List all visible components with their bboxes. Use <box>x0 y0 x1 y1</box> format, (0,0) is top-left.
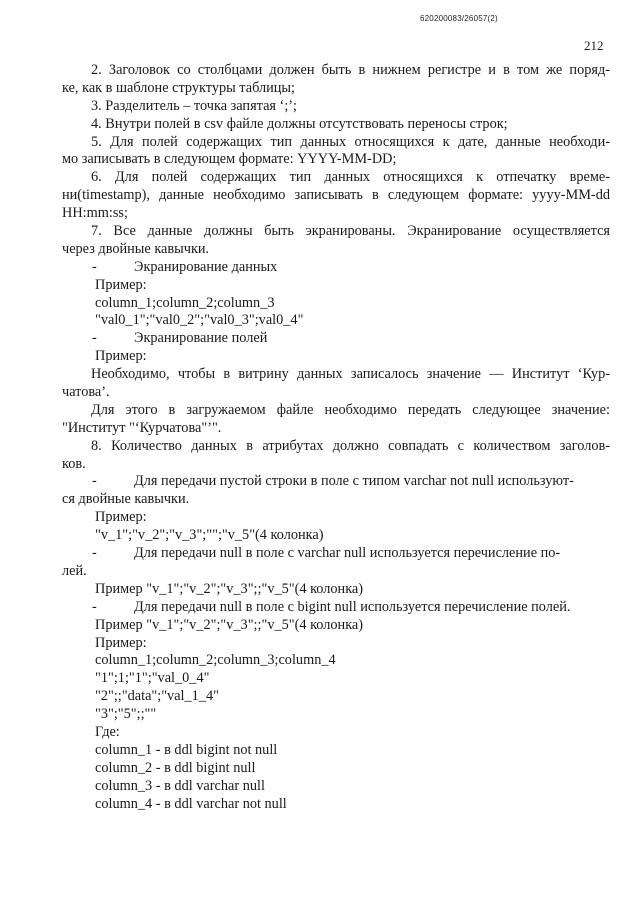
list-item <box>62 330 610 348</box>
paragraph-line: ке, как в шаблоне структуры таблицы; <box>62 79 296 96</box>
list-item-text: Для передачи null в поле с bigint null используется перечисление полей. <box>134 598 571 615</box>
code-line: "2";;"data";"val_1_4" <box>95 688 219 705</box>
code-line: column_1 - в ddl bigint not null <box>95 741 278 758</box>
code-line: column_1;column_2;column_3 <box>95 294 275 311</box>
code-line: "v_1";"v_2";"v_3";"";"v_5"(4 колонка) <box>95 527 324 544</box>
bullet-dash: - <box>92 258 97 275</box>
paragraph-line: Где: <box>95 723 120 740</box>
paragraph-line: Пример: <box>95 634 147 651</box>
page-number: 212 <box>584 38 604 53</box>
code-line: column_4 - в ddl varchar not null <box>95 795 287 812</box>
bullet-dash: - <box>92 473 97 490</box>
paragraph-line: мо записывать в следующем формате: YYYY-MM-DD; <box>62 151 397 168</box>
paragraph-line: 6. Для полей содержащих тип данных относящихся к отпечатку време- <box>91 169 610 186</box>
list-item <box>62 473 610 491</box>
paragraph-line: 8. Количество данных в атрибутах должно совпадать с количеством заголов- <box>91 437 610 454</box>
list-item-text: Для передачи null в поле с varchar null используется перечисление по- <box>134 545 561 562</box>
paragraph-line: "Институт "‘Курчатова"’". <box>62 419 222 436</box>
code-line: column_1;column_2;column_3;column_4 <box>95 652 336 669</box>
list-item-text: Экранирование данных <box>134 258 278 275</box>
paragraph-line: Пример: <box>95 348 147 365</box>
paragraph-line: 4. Внутри полей в csv файле должны отсутствовать переносы строк; <box>91 115 508 132</box>
paragraph-line: лей. <box>62 562 87 579</box>
list-item <box>62 259 610 277</box>
document-id: 620200083/26057(2) <box>420 14 498 23</box>
bullet-dash: - <box>92 545 97 562</box>
code-line: "1";1;"1";"val_0_4" <box>95 670 210 687</box>
paragraph-line: через двойные кавычки. <box>62 240 210 257</box>
code-line: column_3 - в ddl varchar null <box>95 777 265 794</box>
list-item <box>62 599 610 617</box>
list-item <box>62 545 610 563</box>
paragraph-line: Пример: <box>95 276 147 293</box>
bullet-dash: - <box>92 330 97 347</box>
paragraph-line: ся двойные кавычки. <box>62 491 190 508</box>
code-line: "3";"5";;"" <box>95 706 157 723</box>
paragraph-line: 5. Для полей содержащих тип данных относящихся к дате, данные необходи- <box>91 133 610 150</box>
bullet-dash: - <box>92 598 97 615</box>
code-line: Пример "v_1";"v_2";"v_3";;"v_5"(4 колонка) <box>95 580 364 597</box>
paragraph-line: Необходимо, чтобы в витрину данных записалось значение — Институт ‘Кур- <box>91 366 610 383</box>
paragraph-line: Для этого в загружаемом файле необходимо передать следующее значение: <box>91 401 610 418</box>
code-line: column_2 - в ddl bigint null <box>95 759 256 776</box>
code-line: "val0_1";"val0_2";"val0_3";val0_4" <box>95 312 304 329</box>
paragraph-line: 7. Все данные должны быть экранированы. Экранирование осуществляется <box>91 223 610 240</box>
code-line: Пример "v_1";"v_2";"v_3";;"v_5"(4 колонка) <box>95 616 364 633</box>
document-body <box>62 62 610 813</box>
paragraph-line: Пример: <box>95 509 147 526</box>
paragraph-line: 2. Заголовок со столбцами должен быть в нижнем регистре и в том же поряд- <box>91 62 610 78</box>
paragraph-line: ков. <box>62 455 86 472</box>
list-item-text: Для передачи пустой строки в поле с типом varchar not null используют- <box>134 473 574 490</box>
list-item-text: Экранирование полей <box>134 330 268 347</box>
paragraph-line: 3. Разделитель – точка запятая ‘;’; <box>91 97 298 114</box>
paragraph-line: ни(timestamp), данные необходимо записывать в следующем формате: yyyy-MM-dd <box>62 187 610 204</box>
paragraph-line: чатова’. <box>62 384 110 401</box>
paragraph-line: HH:mm:ss; <box>62 205 128 222</box>
